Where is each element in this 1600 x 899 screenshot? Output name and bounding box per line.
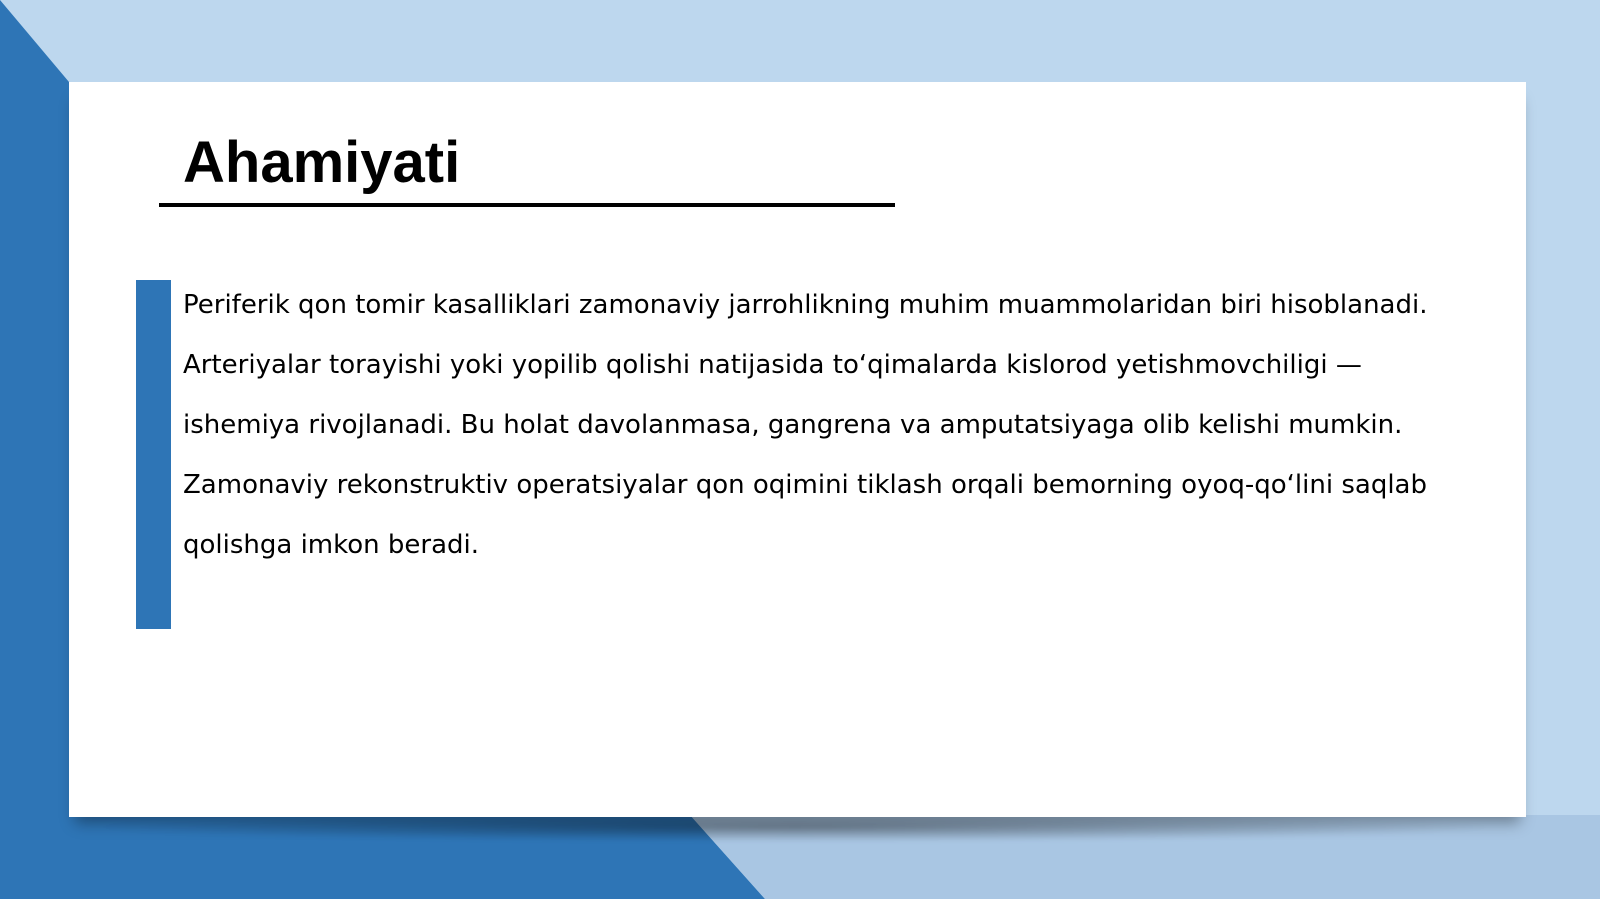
body-paragraph: Periferik qon tomir kasalliklari zamonaviy jarrohlikning muhim muammolaridan biri hisoblanadi. Arteriyalar torayishi yoki yopilib qolishi natijasida to‘qimalarda kislorod yetishmovchiligi — ishemiya rivojlanadi. Bu holat davolanmasa, gangrena va amputatsiyaga olib kelishi mumkin. (183, 290, 1428, 440)
slide-title: Ahamiyati (183, 130, 461, 195)
accent-bar (136, 280, 171, 629)
body-paragraph: Zamonaviy rekonstruktiv operatsiyalar qon oqimini tiklash orqali bemorning oyoq-qo‘lini saqlab qolishga imkon beradi. (183, 470, 1427, 560)
slide-body (183, 275, 1453, 575)
title-underline (159, 203, 895, 207)
